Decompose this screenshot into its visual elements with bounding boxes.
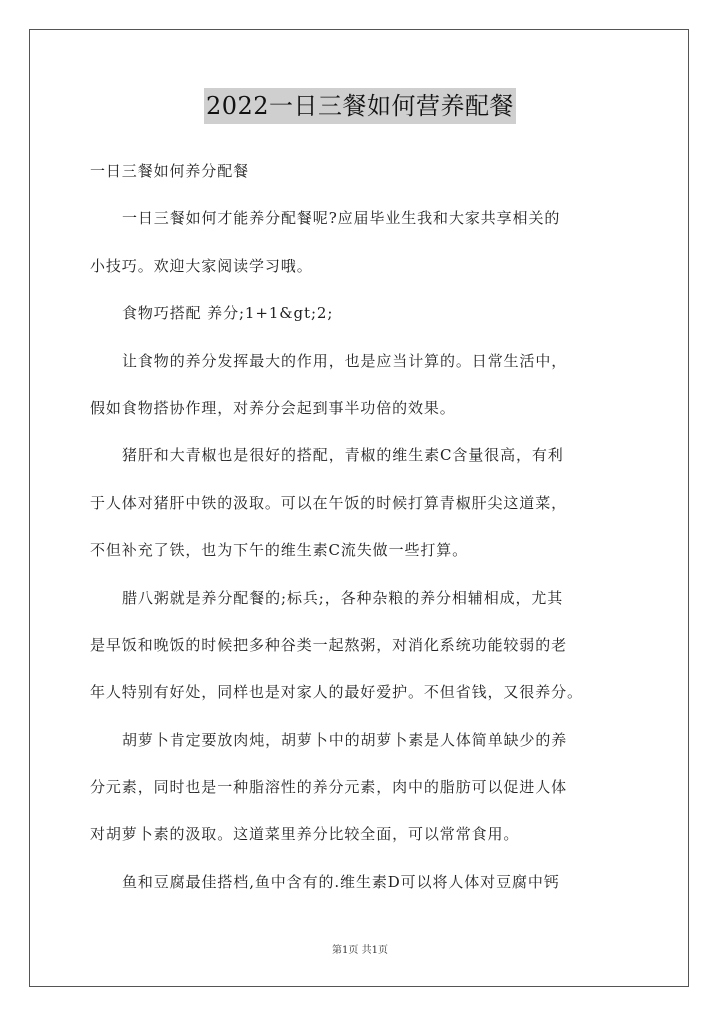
paragraph-line: 分元素，同时也是一种脂溶性的养分元素，肉中的脂肪可以促进人体 [90, 778, 568, 797]
paragraph-line: 一日三餐如何才能养分配餐呢?应届毕业生我和大家共享相关的 [122, 209, 561, 228]
page-footer: 第1页 共1页 [332, 945, 388, 956]
title-container [0, 88, 720, 124]
section-heading: 一日三餐如何养分配餐 [90, 162, 250, 180]
paragraph-line: 假如食物搭协作理，对养分会起到事半功倍的效果。 [90, 398, 456, 417]
paragraph-line: 于人体对猪肝中铁的汲取。可以在午饭的时候打算青椒肝尖这道菜， [90, 493, 568, 512]
paragraph-line: 腊八粥就是养分配餐的;标兵;，各种杂粮的养分相辅相成，尤其 [122, 588, 564, 607]
paragraph-line: 小技巧。欢迎大家阅读学习哦。 [90, 256, 313, 275]
paragraph-line: 猪肝和大青椒也是很好的搭配，青椒的维生素C含量很高，有利 [122, 446, 564, 465]
paragraph-line: 胡萝卜肯定要放肉炖，胡萝卜中的胡萝卜素是人体简单缺少的养 [122, 730, 568, 749]
paragraph-line: 对胡萝卜素的汲取。这道菜里养分比较全面，可以常常食用。 [90, 825, 520, 844]
paragraph-line: 是早饭和晚饭的时候把多种谷类一起熬粥，对消化系统功能较弱的老 [90, 635, 568, 654]
document-body [90, 148, 650, 906]
paragraph-line: 食物巧搭配 养分;1+1&gt;2; [122, 304, 334, 323]
document-title: 2022一日三餐如何营养配餐 [204, 88, 516, 124]
paragraph-line: 让食物的养分发挥最大的作用，也是应当计算的。日常生活中， [122, 351, 568, 370]
paragraph-line: 不但补充了铁，也为下午的维生素C流失做一些打算。 [90, 541, 469, 560]
paragraph-line: 鱼和豆腐最佳搭档,鱼中含有的.维生素D可以将人体对豆腐中钙 [122, 872, 560, 891]
paragraph-line: 年人特别有好处，同样也是对家人的最好爱护。不但省钱，又很养分。 [90, 683, 583, 702]
